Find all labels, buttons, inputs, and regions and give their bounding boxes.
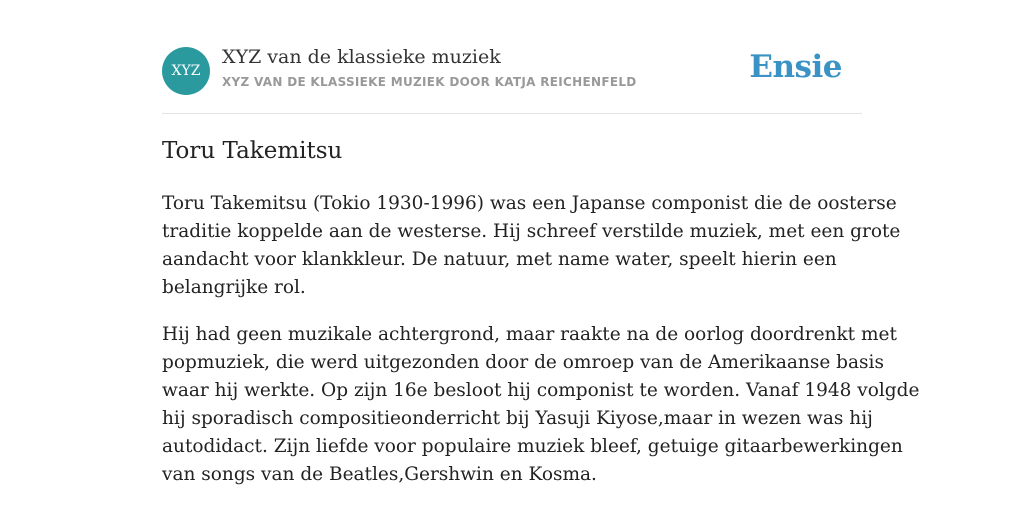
paragraph xyxy=(162,190,901,302)
site-title[interactable]: XYZ van de klassieke muziek xyxy=(222,46,501,68)
avatar[interactable]: XYZ xyxy=(162,47,210,95)
brand-logo[interactable]: Ensie xyxy=(749,49,842,85)
paragraph-line: popmuziek, die werd uitgezonden door de omroep van de Amerikaanse basis xyxy=(162,352,884,373)
paragraph-line: waar hij werkte. Op zijn 16e besloot hij componist te worden. Vanaf 1948 volgde xyxy=(162,380,920,401)
paragraph-line: van songs van de Beatles,Gershwin en Kosma. xyxy=(162,464,597,485)
paragraph-line: traditie koppelde aan de westerse. Hij schreef verstilde muziek, met een grote xyxy=(162,221,901,242)
paragraph xyxy=(162,321,920,489)
paragraph-line: Toru Takemitsu (Tokio 1930-1996) was een Japanse componist die de oosterse xyxy=(162,193,897,214)
site-subtitle: XYZ VAN DE KLASSIEKE MUZIEK DOOR KATJA REICHENFELD xyxy=(222,75,637,89)
paragraph-line: belangrijke rol. xyxy=(162,277,306,298)
article-body xyxy=(162,190,920,508)
paragraph-line: autodidact. Zijn liefde voor populaire muziek bleef, getuige gitaarbewerkingen xyxy=(162,436,903,457)
paragraph-line: hij sporadisch compositieonderricht bij Yasuji Kiyose,maar in wezen was hij xyxy=(162,408,873,429)
site-header xyxy=(162,46,862,96)
paragraph-line: Hij had geen muzikale achtergrond, maar raakte na de oorlog doordrenkt met xyxy=(162,324,897,345)
page-title: Toru Takemitsu xyxy=(162,138,343,164)
paragraph-line: aandacht voor klankkleur. De natuur, met name water, speelt hierin een xyxy=(162,249,837,270)
header-divider xyxy=(162,113,862,114)
